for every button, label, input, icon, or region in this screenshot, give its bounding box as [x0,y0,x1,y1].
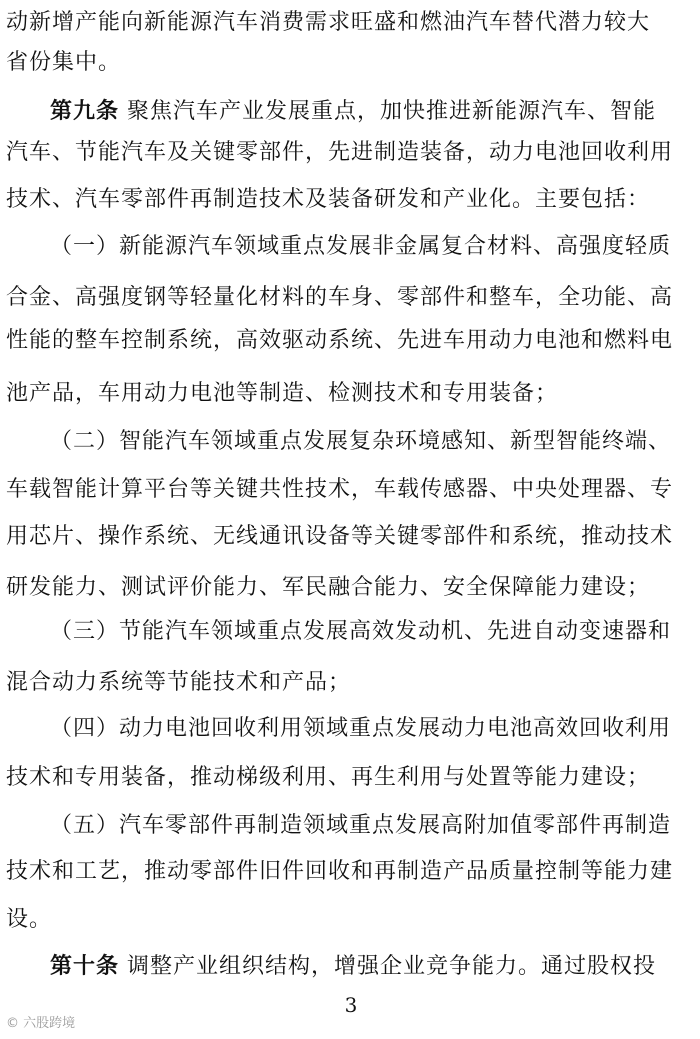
text-line: 技术和专用装备，推动梯级利用、再生利用与处置等能力建设； [6,765,651,790]
article-9-text: 聚焦汽车产业发展重点，加快推进新能源汽车、智能 [127,99,657,124]
clause-4-first-line: （四）动力电池回收利用领域重点发展动力电池高效回收利用 [50,716,672,741]
text-line: 设。 [6,907,53,932]
article-10-first-line [50,951,696,982]
watermark-logo-icon: © [6,1016,19,1031]
article-9-first-line [50,96,696,127]
text-line: 合金、高强度钢等轻量化材料的车身、零部件和整车，全功能、高 [6,285,674,310]
watermark [6,1016,75,1032]
clause-3-first-line: （三）节能汽车领域重点发展高效发动机、先进自动变速器和 [50,619,672,644]
text-line: 技术和工艺，推动零部件旧件回收和再制造产品质量控制等能力建 [6,859,674,884]
article-10-heading: 第十条 [50,953,120,979]
text-line: 车载智能计算平台等关键共性技术，车载传感器、中央处理器、专 [6,477,674,502]
text-line: 研发能力、测试评价能力、军民融合能力、安全保障能力建设； [6,575,651,600]
text-line: 汽车、节能汽车及关键零部件，先进制造装备，动力电池回收利用 [6,140,674,165]
article-10-text: 调整产业组织结构，增强企业竞争能力。通过股权投 [127,954,657,979]
text-line: 混合动力系统等节能技术和产品； [6,670,352,695]
text-line: 用芯片、操作系统、无线通讯设备等关键零部件和系统，推动技术 [6,524,674,549]
text-line: 技术、汽车零部件再制造技术及装备研发和产业化。主要包括： [6,187,651,212]
clause-5-first-line: （五）汽车零部件再制造领域重点发展高附加值零部件再制造 [50,813,672,838]
text-line: 动新增产能向新能源汽车消费需求旺盛和燃油汽车替代潜力较大 [6,10,651,35]
clause-1-first-line: （一）新能源汽车领域重点发展非金属复合材料、高强度轻质 [50,234,672,259]
text-line: 省份集中。 [6,50,122,75]
text-line: 池产品，车用动力电池等制造、检测技术和专用装备； [6,381,559,406]
page-number: 3 [344,993,358,1017]
clause-2-first-line: （二）智能汽车领域重点发展复杂环境感知、新型智能终端、 [50,429,672,454]
watermark-text: 六股跨境 [23,1016,76,1031]
article-9-heading: 第九条 [50,98,120,124]
text-line: 性能的整车控制系统，高效驱动系统、先进车用动力电池和燃料电 [6,328,674,353]
